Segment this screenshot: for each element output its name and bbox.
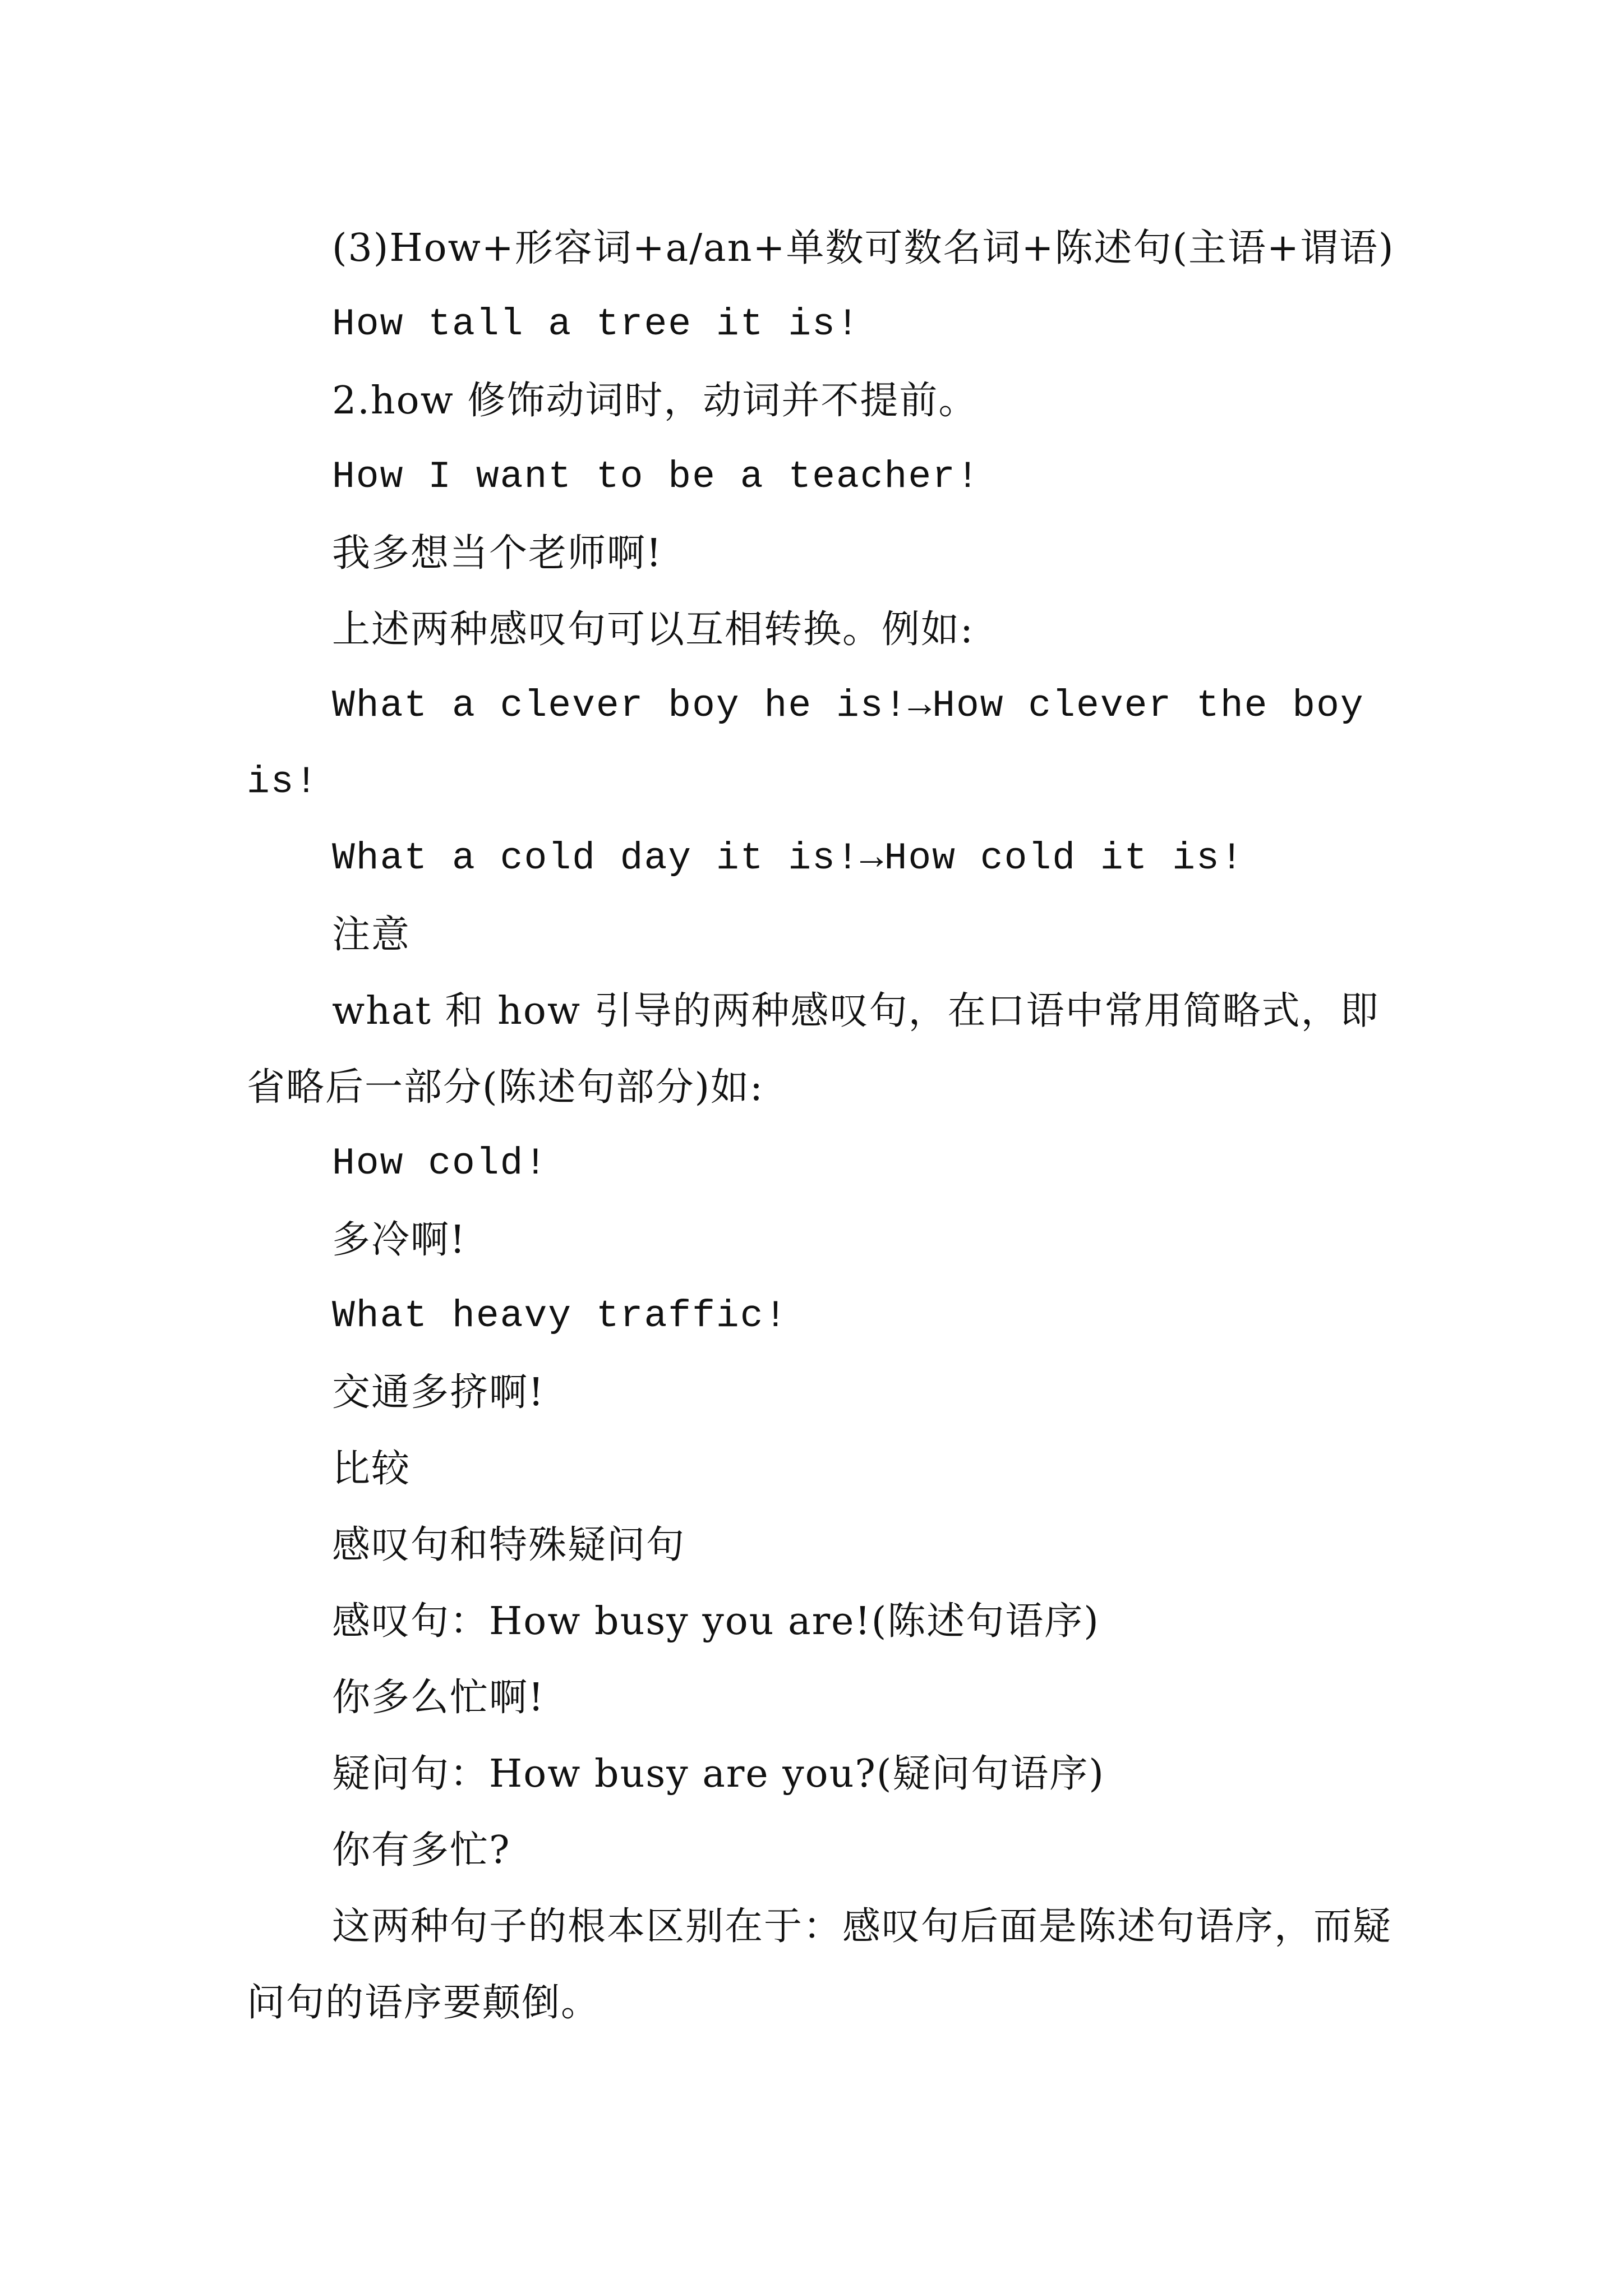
translation-text: 你有多忙?: [332, 1828, 511, 1872]
translation-text: 你多么忙啊!: [332, 1676, 545, 1720]
summary-paragraph: 这两种句子的根本区别在于：感叹句后面是陈述句语序，而疑问句的语序要颠倒。: [247, 1904, 1393, 2025]
compare-heading: 比较: [332, 1447, 411, 1491]
compare-subheading: 感叹句和特殊疑问句: [332, 1523, 686, 1567]
translation-text: 我多想当个老师啊!: [332, 531, 663, 576]
rule-heading-2: 2.how 修饰动词时，动词并不提前。: [332, 379, 978, 423]
document-body: [247, 210, 1402, 2041]
question-example: 疑问句：How busy are you?(疑问句语序): [332, 1752, 1105, 1796]
conversion-example: What a cold day it is!→How cold it is!: [332, 837, 1244, 880]
example-sentence: How tall a tree it is!: [332, 303, 860, 346]
conversion-example: What a clever boy he is!→How clever the boy is!: [247, 684, 1364, 804]
example-sentence: What heavy traffic!: [332, 1295, 789, 1338]
example-sentence: How cold!: [332, 1142, 548, 1185]
note-paragraph: what 和 how 引导的两种感叹句，在口语中常用简略式，即省略后一部分(陈述句部分)如:: [247, 989, 1380, 1110]
example-sentence: How I want to be a teacher!: [332, 455, 980, 499]
translation-text: 多冷啊!: [332, 1218, 467, 1262]
exclamatory-example: 感叹句：How busy you are!(陈述句语序): [332, 1599, 1100, 1644]
heading-structure-3: (3)How+形容词+a/an+单数可数名词+陈述句(主语+谓语): [332, 226, 1395, 270]
conversion-intro: 上述两种感叹句可以互相转换。例如:: [332, 608, 974, 652]
translation-text: 交通多挤啊!: [332, 1370, 545, 1415]
note-heading: 注意: [332, 913, 411, 957]
